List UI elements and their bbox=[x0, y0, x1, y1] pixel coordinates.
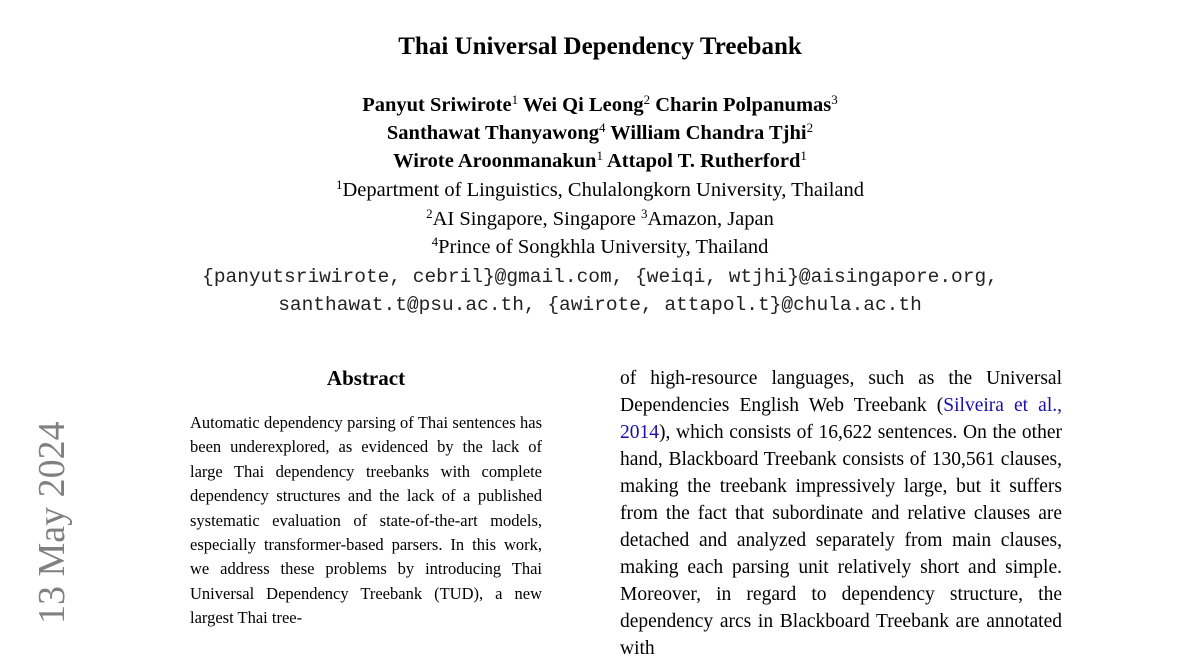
author-name: Wei Qi Leong bbox=[522, 94, 644, 116]
arxiv-date-text: 13 May 2024 bbox=[31, 421, 73, 624]
abstract-text: Automatic dependency parsing of Thai sentences has been underexplored, as evidenced by the lack of large Thai dependency treebanks with complete dependency structures and the lack of a published systematic evaluation of state-of-the-art models, especially transformer-based parsers. In this work, we address these problems by introducing Thai Universal Dependency Treebank (TUD), a new largest Thai tree- bbox=[190, 413, 542, 628]
email-list bbox=[0, 263, 1200, 319]
affiliation-number: 3 bbox=[641, 205, 648, 221]
affiliation-line-3 bbox=[0, 233, 1200, 262]
paper-title: Thai Universal Dependency Treebank bbox=[398, 33, 802, 60]
affiliation-text: Prince of Songkhla University, Thailand bbox=[438, 236, 769, 258]
affiliation-number: 2 bbox=[426, 205, 433, 221]
body-text: of high-resource languages, such as the Universal Dependencies English Web Treebank ( bbox=[620, 368, 1062, 416]
affiliation-marker: 1 bbox=[511, 92, 519, 107]
affiliation-number: 1 bbox=[335, 177, 343, 192]
affiliation-list bbox=[0, 176, 1200, 262]
author-name: Wirote Aroonmanakun bbox=[393, 150, 597, 172]
author-name: Attapol T. Rutherford bbox=[606, 150, 801, 172]
affiliation-marker: 2 bbox=[806, 120, 814, 135]
email-line-1: {panyutsriwirote, cebril}@gmail.com, {weiqi, wtjhi}@aisingapore.org, bbox=[202, 266, 998, 288]
affiliation-marker: 2 bbox=[643, 92, 651, 107]
author-name: Santhawat Thanyawong bbox=[386, 122, 599, 144]
affiliation-marker: 4 bbox=[599, 120, 606, 135]
arxiv-date-stamp bbox=[32, 408, 72, 624]
abstract-heading: Abstract bbox=[326, 366, 406, 390]
affiliation-text: Amazon, Japan bbox=[647, 207, 774, 230]
email-line-2: santhawat.t@psu.ac.th, {awirote, attapol.t}@chula.ac.th bbox=[278, 294, 922, 316]
author-line-2 bbox=[0, 119, 1200, 147]
author-list bbox=[0, 91, 1200, 175]
affiliation-marker: 3 bbox=[831, 92, 838, 107]
author-line-3 bbox=[0, 147, 1200, 175]
author-name: Charin Polpanumas bbox=[655, 94, 832, 116]
affiliation-number: 4 bbox=[431, 234, 439, 249]
affiliation-marker: 1 bbox=[800, 148, 807, 163]
author-line-1 bbox=[0, 91, 1200, 119]
body-text: ), which consists of 16,622 sentences. On the other hand, Blackboard Treebank consists of 130,561 clauses, making the treebank impressively large, but it suffers from the fact that subordinate and relative clauses are detached and analyzed separately from main clauses, making each parsing unit relatively short and simple. Moreover, in regard to dependency structure, the dependency arcs in Blackboard Treebank are annotated with bbox=[620, 422, 1062, 659]
author-name: William Chandra Tjhi bbox=[610, 122, 807, 144]
affiliation-line-1 bbox=[0, 176, 1200, 205]
affiliation-line-2 bbox=[0, 205, 1200, 234]
citation-link[interactable]: Silveira et al., 2014 bbox=[620, 395, 1062, 443]
affiliation-text: Department of Linguistics, Chulalongkorn University, Thailand bbox=[342, 179, 865, 201]
author-name: Panyut Sriwirote bbox=[362, 94, 512, 116]
affiliation-marker: 1 bbox=[596, 148, 603, 163]
body-text-right-column bbox=[620, 365, 1062, 662]
affiliation-text: AI Singapore, Singapore bbox=[432, 207, 636, 230]
